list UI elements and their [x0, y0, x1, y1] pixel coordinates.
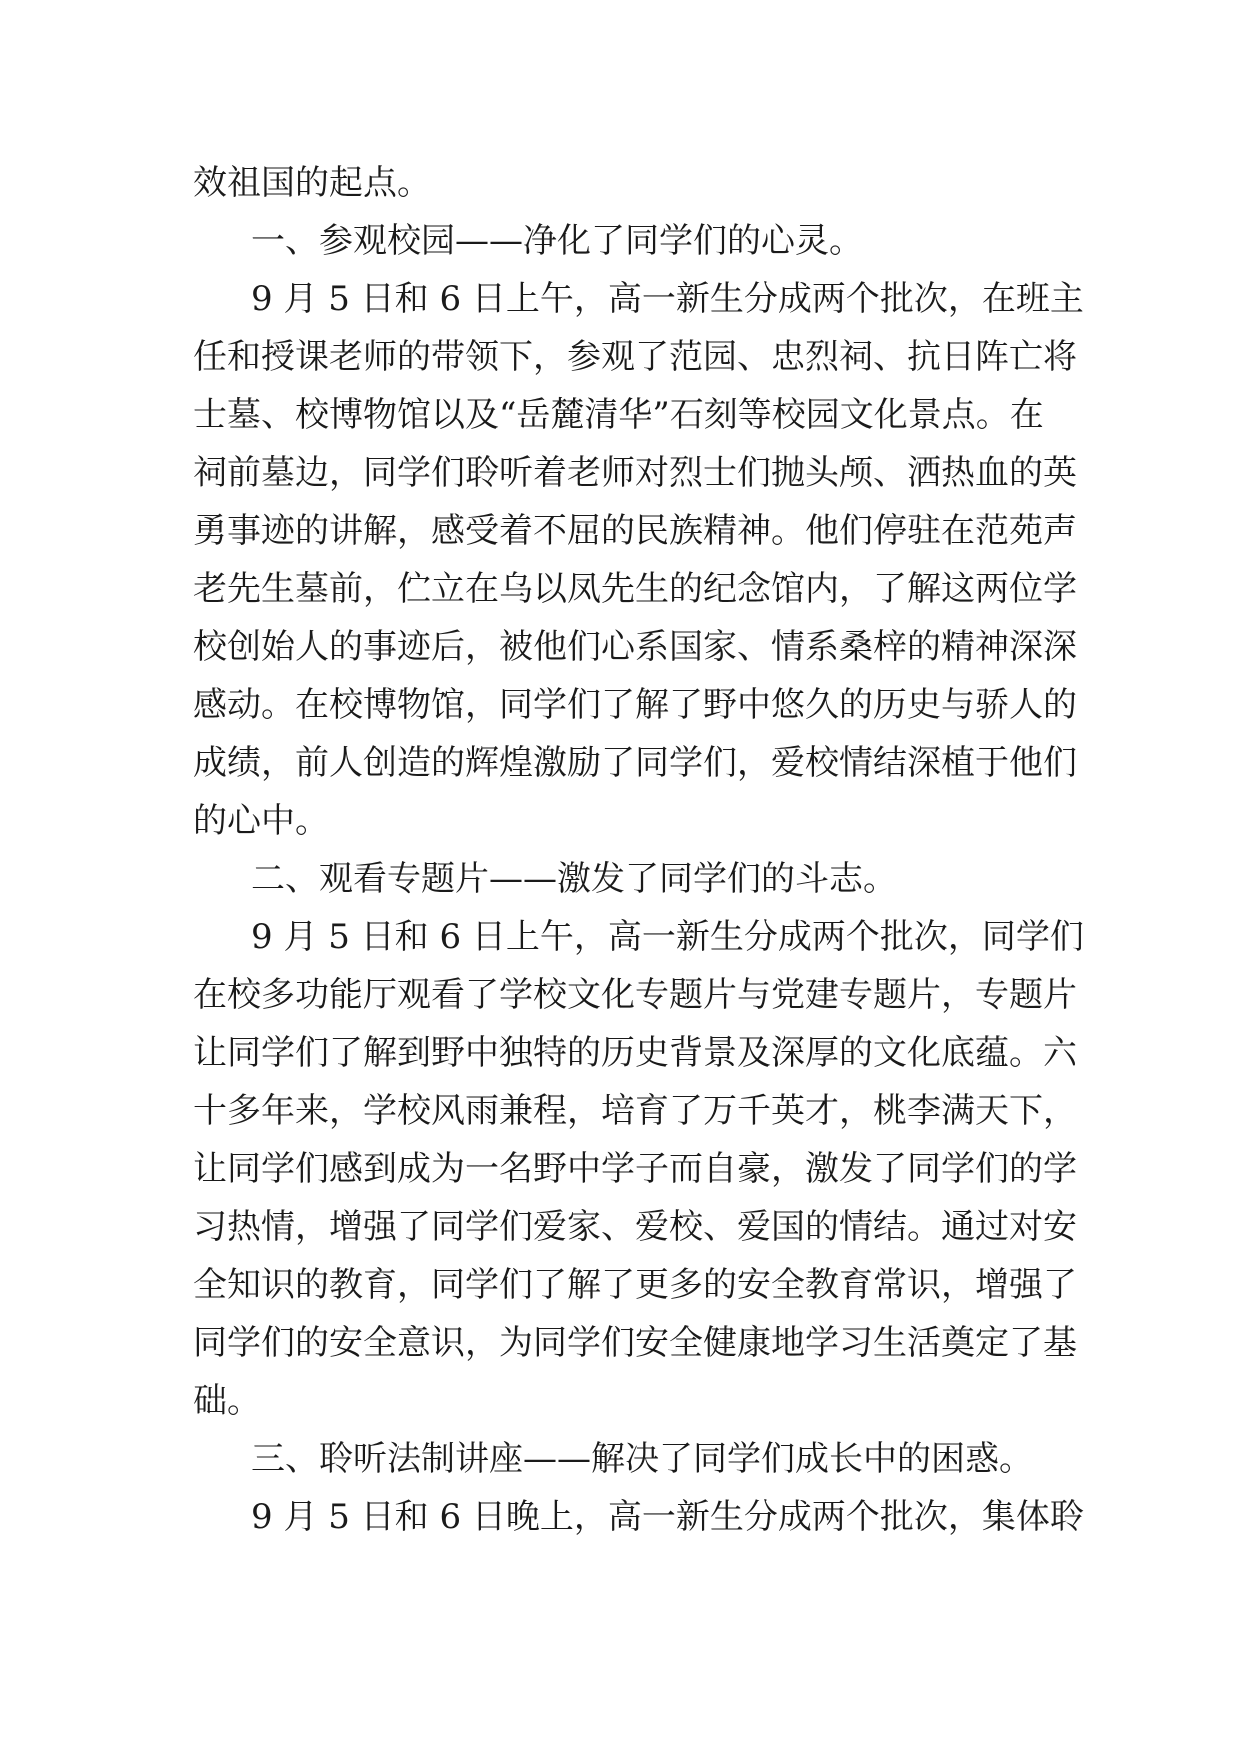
text-line: 让同学们了解到野中独特的历史背景及深厚的文化底蕴。六: [193, 1033, 1077, 1073]
text-line: 效祖国的起点。: [193, 163, 431, 203]
text-line: 同学们的安全意识，为同学们安全健康地学习生活奠定了基: [193, 1323, 1077, 1363]
section-heading: 二、观看专题片——激发了同学们的斗志。: [251, 859, 897, 899]
text-line: 9 月 5 日和 6 日上午，高一新生分成两个批次，同学们: [251, 917, 1084, 957]
text-line: 校创始人的事迹后，被他们心系国家、情系桑梓的精神深深: [193, 627, 1077, 667]
text-line: 祠前墓边，同学们聆听着老师对烈士们抛头颅、洒热血的英: [193, 453, 1077, 493]
section-heading: 一、参观校园——净化了同学们的心灵。: [251, 221, 863, 261]
text-line: 士墓、校博物馆以及“岳麓清华”石刻等校园文化景点。在: [193, 395, 1044, 435]
text-line: 的心中。: [193, 801, 329, 841]
text-line: 全知识的教育，同学们了解了更多的安全教育常识，增强了: [193, 1265, 1077, 1305]
text-line: 础。: [193, 1381, 261, 1421]
section-heading: 三、聆听法制讲座——解决了同学们成长中的困惑。: [251, 1439, 1033, 1479]
text-line: 勇事迹的讲解，感受着不屈的民族精神。他们停驻在范苑声: [193, 511, 1077, 551]
text-line: 习热情，增强了同学们爱家、爱校、爱国的情结。通过对安: [193, 1207, 1077, 1247]
text-line: 感动。在校博物馆，同学们了解了野中悠久的历史与骄人的: [193, 685, 1077, 725]
text-line: 9 月 5 日和 6 日上午，高一新生分成两个批次，在班主: [251, 279, 1084, 319]
text-line: 在校多功能厅观看了学校文化专题片与党建专题片，专题片: [193, 975, 1077, 1015]
text-line: 任和授课老师的带领下，参观了范园、忠烈祠、抗日阵亡将: [193, 337, 1077, 377]
text-line: 9 月 5 日和 6 日晚上，高一新生分成两个批次，集体聆: [251, 1497, 1084, 1537]
text-line: 让同学们感到成为一名野中学子而自豪，激发了同学们的学: [193, 1149, 1077, 1189]
text-line: 十多年来，学校风雨兼程，培育了万千英才，桃李满天下，: [193, 1091, 1077, 1131]
text-line: 老先生墓前，伫立在乌以凤先生的纪念馆内，了解这两位学: [193, 569, 1077, 609]
text-line: 成绩，前人创造的辉煌激励了同学们，爱校情结深植于他们: [193, 743, 1077, 783]
